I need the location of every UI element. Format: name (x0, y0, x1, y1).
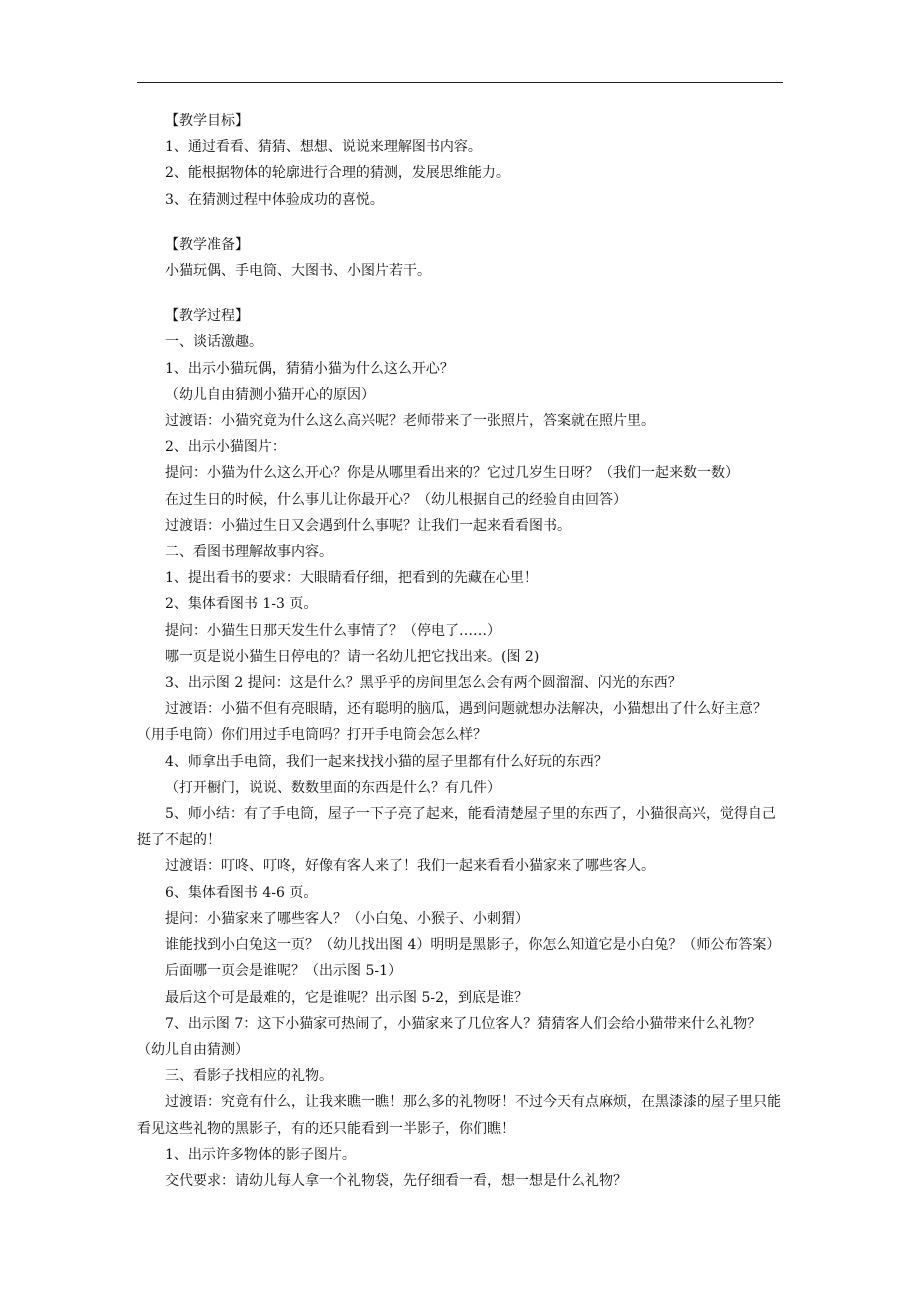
header-rule (137, 82, 783, 83)
process-line: 在过生日的时候，什么事儿让你最开心？（幼儿根据自己的经验自由回答） (165, 491, 627, 508)
process-line: 过渡语：小猫过生日又会遇到什么事呢？让我们一起来看看图书。 (165, 517, 571, 534)
process-line: 1、提出看书的要求：大眼睛看仔细，把看到的先藏在心里！ (165, 570, 538, 587)
process-line: 哪一页是说小猫生日停电的？请一名幼儿把它找出来。(图 2) (165, 648, 540, 665)
goal-item: 3、在猜测过程中体验成功的喜悦。 (165, 191, 384, 208)
process-line: 提问：小猫家来了哪些客人？（小白兔、小猴子、小刺猬） (165, 910, 529, 927)
process-line: 1、出示许多物体的影子图片。 (165, 1146, 356, 1163)
process-line: 二、看图书理解故事内容。 (165, 544, 333, 561)
process-line: 1、出示小猫玩偶，猜猜小猫为什么这么开心？ (165, 360, 454, 377)
goals-heading: 【教学目标】 (165, 113, 249, 129)
lesson-plan-body (137, 108, 787, 1194)
prep-text: 小猫玩偶、手电筒、大图书、小图片若干。 (165, 263, 431, 280)
process-line: 后面哪一页会是谁呢？（出示图 5-1） (165, 963, 402, 980)
process-heading: 【教学过程】 (165, 308, 249, 325)
process-line: 提问：小猫为什么这么开心？你是从哪里看出来的？它过几岁生日呀？（我们一起来数一数） (165, 465, 739, 482)
process-line: 提问：小猫生日那天发生什么事情了？（停电了……） (165, 622, 501, 639)
prep-heading: 【教学准备】 (165, 236, 249, 253)
process-line: 最后这个可是最难的，它是谁呢？出示图 5-2，到底是谁？ (165, 989, 528, 1006)
process-line: 6、集体看图书 4-6 页。 (165, 884, 318, 901)
process-line: 三、看影子找相应的礼物。 (165, 1068, 333, 1085)
process-line: 过渡语：小猫究竟为什么这么高兴呢？老师带来了一张照片，答案就在照片里。 (165, 413, 655, 430)
goal-item: 1、通过看看、猜猜、想想、说说来理解图书内容。 (165, 139, 482, 156)
process-line: 过渡语：究竟有什么，让我来瞧一瞧！那么多的礼物呀！不过今天有点麻烦，在黑漆漆的屋子里只能看见这些礼物的黑影子，有的还只能看到一半影子，你们瞧！ (137, 1094, 781, 1137)
process-line: （打开橱门，说说、数数里面的东西是什么？有几件） (165, 779, 501, 796)
process-line: （幼儿自由猜测小猫开心的原因） (165, 386, 375, 403)
process-line: 一、谈话激趣。 (165, 334, 263, 351)
process-line: 过渡语：小猫不但有亮眼睛，还有聪明的脑瓜，遇到问题就想办法解决，小猫想出了什么好主意？（用手电筒）你们用过手电筒吗？打开手电筒会怎么样？ (137, 701, 767, 744)
process-line: 7、出示图 7：这下小猫家可热闹了，小猫家来了几位客人？猜猜客人们会给小猫带来什么礼物？（幼儿自由猜测） (137, 1015, 762, 1058)
process-line: 2、出示小猫图片： (165, 439, 286, 456)
process-line: 谁能找到小白兔这一页？（幼儿找出图 4）明明是黑影子，你怎么知道它是小白兔？（师公布答案） (165, 937, 781, 954)
process-line: 3、出示图 2 提问：这是什么？黑乎乎的房间里怎么会有两个圆溜溜、闪光的东西？ (165, 675, 682, 692)
process-line: 5、师小结：有了手电筒，屋子一下子亮了起来，能看清楚屋子里的东西了，小猫很高兴，觉得自己挺了不起的！ (137, 806, 776, 849)
process-line: 交代要求：请幼儿每人拿一个礼物袋，先仔细看一看，想一想是什么礼物？ (165, 1172, 627, 1189)
process-line: 过渡语：叮咚、叮咚，好像有客人来了！我们一起来看看小猫家来了哪些客人。 (165, 858, 655, 875)
goal-item: 2、能根据物体的轮廓进行合理的猜测，发展思维能力。 (165, 165, 510, 182)
process-line: 4、师拿出手电筒，我们一起来找找小猫的屋子里都有什么好玩的东西？ (165, 753, 608, 770)
process-line: 2、集体看图书 1-3 页。 (165, 596, 318, 613)
